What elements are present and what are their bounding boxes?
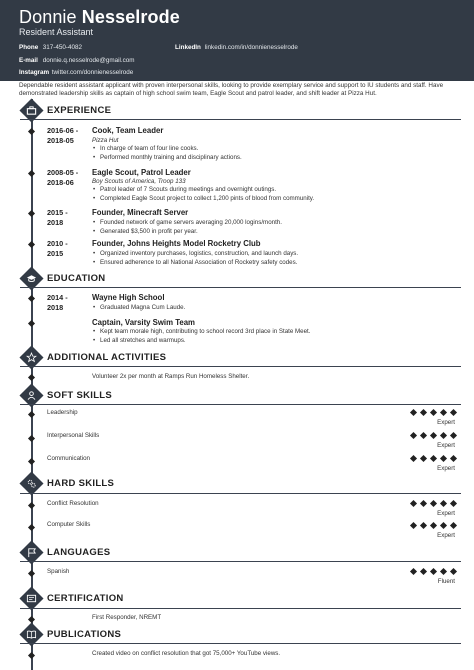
experience-heading: EXPERIENCE bbox=[47, 105, 112, 116]
first-name: Donnie bbox=[19, 7, 77, 27]
instagram-link[interactable]: twitter.com/donnienesselrode bbox=[51, 69, 134, 76]
rating-diamond bbox=[410, 568, 417, 575]
skill-level: Expert bbox=[437, 419, 455, 426]
contact-email bbox=[19, 57, 135, 65]
timeline-marker bbox=[28, 570, 35, 577]
skill-level: Expert bbox=[437, 510, 455, 517]
rating-diamond bbox=[410, 409, 417, 416]
skill-name: Conflict Resolution bbox=[47, 500, 99, 507]
timeline-marker bbox=[28, 435, 35, 442]
list-item: • Kept team morale high, contributing to school record 3rd place in State Meet. bbox=[92, 328, 311, 337]
list-item: • Organized inventory purchases, logistics, construction, and launch days. bbox=[92, 250, 298, 259]
section-divider bbox=[20, 561, 461, 562]
language-name: Spanish bbox=[47, 568, 70, 575]
experience-title: Cook, Team Leader bbox=[92, 126, 164, 135]
publication-item: Created video on conflict resolution that got 75,000+ YouTube views. bbox=[92, 650, 281, 657]
list-item: • Led all stretches and warmups. bbox=[92, 337, 311, 346]
list-item: • Graduated Magna Cum Laude. bbox=[92, 304, 185, 313]
timeline-marker bbox=[28, 295, 35, 302]
rating-diamond bbox=[420, 522, 427, 529]
list-item: • Patrol leader of 7 Scouts during meetings and overnight outings. bbox=[92, 186, 314, 195]
timeline-marker bbox=[28, 210, 35, 217]
date-start: 2016-06 - bbox=[47, 126, 79, 135]
rating-diamond bbox=[420, 568, 427, 575]
rating-diamond bbox=[410, 455, 417, 462]
experience-company: Pizza Hut bbox=[92, 137, 119, 144]
activity-item: Volunteer 2x per month at Ramps Run Homeless Shelter. bbox=[92, 373, 250, 380]
list-item: • Generated $3,500 in profit per year. bbox=[92, 228, 282, 237]
rating-diamond bbox=[420, 432, 427, 439]
rating-diamond bbox=[410, 432, 417, 439]
rating-diamond bbox=[410, 500, 417, 507]
rating-diamond bbox=[430, 432, 437, 439]
skill-name: Interpersonal Skills bbox=[47, 432, 100, 439]
rating-diamond bbox=[450, 455, 457, 462]
linkedin-label: LinkedIn bbox=[175, 44, 201, 51]
date-start: 2015 - bbox=[47, 208, 68, 217]
timeline-marker bbox=[28, 374, 35, 381]
rating-diamond bbox=[430, 409, 437, 416]
rating-diamond bbox=[410, 522, 417, 529]
education-date bbox=[47, 293, 68, 313]
rating-diamond bbox=[430, 500, 437, 507]
section-divider bbox=[20, 643, 461, 644]
timeline-marker bbox=[28, 458, 35, 465]
experience-bullets bbox=[92, 250, 298, 267]
timeline-marker bbox=[28, 411, 35, 418]
experience-bullets bbox=[92, 145, 242, 162]
date-end: 2018-05 bbox=[47, 136, 74, 145]
experience-date bbox=[47, 126, 78, 146]
date-start: 2014 - bbox=[47, 293, 68, 302]
languages-heading: LANGUAGES bbox=[47, 547, 111, 558]
date-start: 2008-05 - bbox=[47, 168, 79, 177]
skill-level: Expert bbox=[437, 465, 455, 472]
language-level: Fluent bbox=[437, 578, 455, 585]
list-item: • Completed Eagle Scout project to collect 1,200 pints of blood from community. bbox=[92, 195, 314, 204]
experience-title: Founder, Minecraft Server bbox=[92, 208, 189, 217]
resume-header bbox=[0, 0, 474, 81]
section-divider bbox=[20, 404, 461, 405]
activities-heading: ADDITIONAL ACTIVITIES bbox=[47, 352, 167, 363]
certificate-icon bbox=[19, 586, 43, 610]
contact-linkedin bbox=[175, 44, 298, 52]
rating-diamond bbox=[440, 568, 447, 575]
timeline-marker bbox=[28, 652, 35, 659]
linkedin-link[interactable]: linkedin.com/in/donnienesselrode bbox=[204, 44, 298, 51]
profile-summary: Dependable resident assistant applicant with proven interpersonal skills, looking to provide exemplary service and support to IU students and staff. Have demonstrated leadership skills as captain of high school swim team, Eagle Scout and patrol leader, and shift leader at Pizza Hut. bbox=[19, 82, 444, 97]
timeline-marker bbox=[28, 524, 35, 531]
certification-item: First Responder, NREMT bbox=[92, 614, 162, 621]
rating-diamond bbox=[420, 500, 427, 507]
phone-value[interactable]: 317-450-4082 bbox=[42, 44, 82, 51]
experience-title: Eagle Scout, Patrol Leader bbox=[92, 168, 191, 177]
rating-diamond bbox=[450, 568, 457, 575]
education-bullets bbox=[92, 304, 185, 313]
skill-level: Expert bbox=[437, 532, 455, 539]
rating-diamond bbox=[430, 522, 437, 529]
email-link[interactable]: donnie.q.nesselrode@gmail.com bbox=[42, 57, 135, 64]
skill-name: Computer Skills bbox=[47, 521, 91, 528]
rating-diamond bbox=[430, 455, 437, 462]
rating-diamond bbox=[440, 409, 447, 416]
education-bullets bbox=[92, 328, 311, 345]
contact-phone bbox=[19, 44, 82, 52]
section-divider bbox=[20, 366, 461, 367]
candidate-name bbox=[19, 6, 180, 28]
gears-icon bbox=[19, 471, 43, 495]
experience-bullets bbox=[92, 219, 282, 236]
rating-diamond bbox=[430, 568, 437, 575]
skill-level: Expert bbox=[437, 442, 455, 449]
rating-diamond bbox=[440, 432, 447, 439]
instagram-label: Instagram bbox=[19, 69, 50, 76]
soft-skills-heading: SOFT SKILLS bbox=[47, 390, 113, 401]
rating-diamond bbox=[450, 409, 457, 416]
hard-skills-heading: HARD SKILLS bbox=[47, 478, 115, 489]
certification-heading: CERTIFICATION bbox=[47, 593, 124, 604]
timeline-marker bbox=[28, 170, 35, 177]
email-label: E-mail bbox=[19, 57, 38, 64]
education-heading: EDUCATION bbox=[47, 273, 106, 284]
experience-date bbox=[47, 168, 78, 188]
rating-diamond bbox=[440, 522, 447, 529]
date-end: 2015 bbox=[47, 249, 64, 258]
list-item: • Performed monthly training and disciplinary actions. bbox=[92, 154, 242, 163]
rating-diamond bbox=[420, 455, 427, 462]
list-item: • Ensured adherence to all National Association of Rocketry safety codes. bbox=[92, 259, 298, 268]
timeline-marker bbox=[28, 320, 35, 327]
rating-diamond bbox=[450, 500, 457, 507]
skill-name: Leadership bbox=[47, 409, 78, 416]
rating-diamond bbox=[440, 455, 447, 462]
rating-diamond bbox=[450, 522, 457, 529]
rating-diamond bbox=[450, 432, 457, 439]
experience-bullets bbox=[92, 186, 314, 203]
experience-date bbox=[47, 239, 68, 259]
date-end: 2018-06 bbox=[47, 178, 74, 187]
timeline-marker bbox=[28, 502, 35, 509]
section-divider bbox=[20, 608, 461, 609]
contact-instagram bbox=[19, 69, 133, 77]
list-item: • Founded network of game servers averaging 20,000 logins/month. bbox=[92, 219, 282, 228]
skill-name: Communication bbox=[47, 455, 90, 462]
date-end: 2018 bbox=[47, 218, 64, 227]
education-title: Captain, Varsity Swim Team bbox=[92, 318, 195, 327]
date-end: 2018 bbox=[47, 303, 64, 312]
phone-label: Phone bbox=[19, 44, 39, 51]
experience-title: Founder, Johns Heights Model Rocketry Club bbox=[92, 239, 261, 248]
rating-diamond bbox=[440, 500, 447, 507]
candidate-role: Resident Assistant bbox=[19, 27, 94, 37]
experience-date bbox=[47, 208, 68, 228]
section-divider bbox=[20, 493, 461, 494]
list-item: • In charge of team of four line cooks. bbox=[92, 145, 242, 154]
rating-diamond bbox=[420, 409, 427, 416]
last-name: Nesselrode bbox=[81, 7, 180, 27]
timeline-marker bbox=[28, 241, 35, 248]
publications-heading: PUBLICATIONS bbox=[47, 629, 122, 640]
section-divider bbox=[20, 119, 461, 120]
timeline-marker bbox=[28, 128, 35, 135]
section-divider bbox=[20, 287, 461, 288]
experience-company: Boy Scouts of America, Troop 133 bbox=[92, 178, 186, 185]
date-start: 2010 - bbox=[47, 239, 68, 248]
education-title: Wayne High School bbox=[92, 293, 165, 302]
